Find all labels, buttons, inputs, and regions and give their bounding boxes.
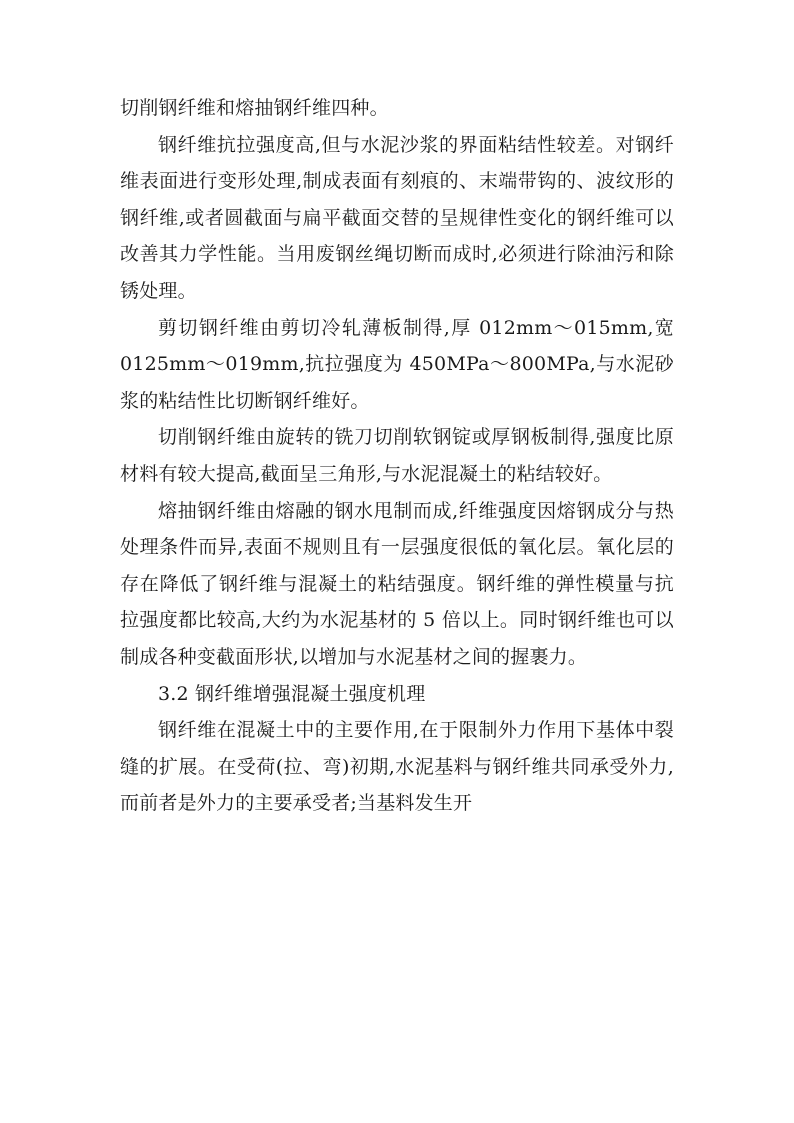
paragraph-reinforcement-mechanism: 钢纤维在混凝土中的主要作用,在于限制外力作用下基体中裂缝的扩展。在受荷(拉、弯)初期,水泥基料与钢纤维共同承受外力,而前者是外力的主要承受者;当基料发生开 <box>120 719 674 815</box>
paragraph-melt-extracted-fiber: 熔抽钢纤维由熔融的钢水甩制而成,纤维强度因熔钢成分与热处理条件而异,表面不规则且有一层强度很低的氧化层。氧化层的存在降低了钢纤维与混凝土的粘结强度。钢纤维的弹性模量与抗拉强度都比较高,大约为水泥基材的 5 倍以上。同时钢纤维也可以制成各种变截面形状,以增加与水泥基材之间的握裹力。 <box>120 499 674 668</box>
document-body <box>120 90 674 822</box>
paragraph-milled-fiber: 切削钢纤维由旋转的铣刀切削软钢锭或厚钢板制得,强度比原材料有较大提高,截面呈三角形,与水泥混凝土的粘结较好。 <box>120 426 674 485</box>
paragraph-continuation: 切削钢纤维和熔抽钢纤维四种。 <box>120 97 389 119</box>
paragraph-sheared-fiber: 剪切钢纤维由剪切冷轧薄板制得,厚 012mm～015mm,宽 0125mm～019mm,抗拉强度为 450MPa～800MPa,与水泥砂浆的粘结性比切断钢纤维好。 <box>120 316 674 412</box>
paragraph-fiber-properties: 钢纤维抗拉强度高,但与水泥沙浆的界面粘结性较差。对钢纤维表面进行变形处理,制成表面有刻痕的、末端带钩的、波纹形的钢纤维,或者圆截面与扁平截面交替的呈规律性变化的钢纤维可以改善其力学性能。当用废钢丝绳切断而成时,必须进行除油污和除锈处理。 <box>120 133 674 302</box>
section-heading: 3.2 钢纤维增强混凝土强度机理 <box>158 682 426 705</box>
